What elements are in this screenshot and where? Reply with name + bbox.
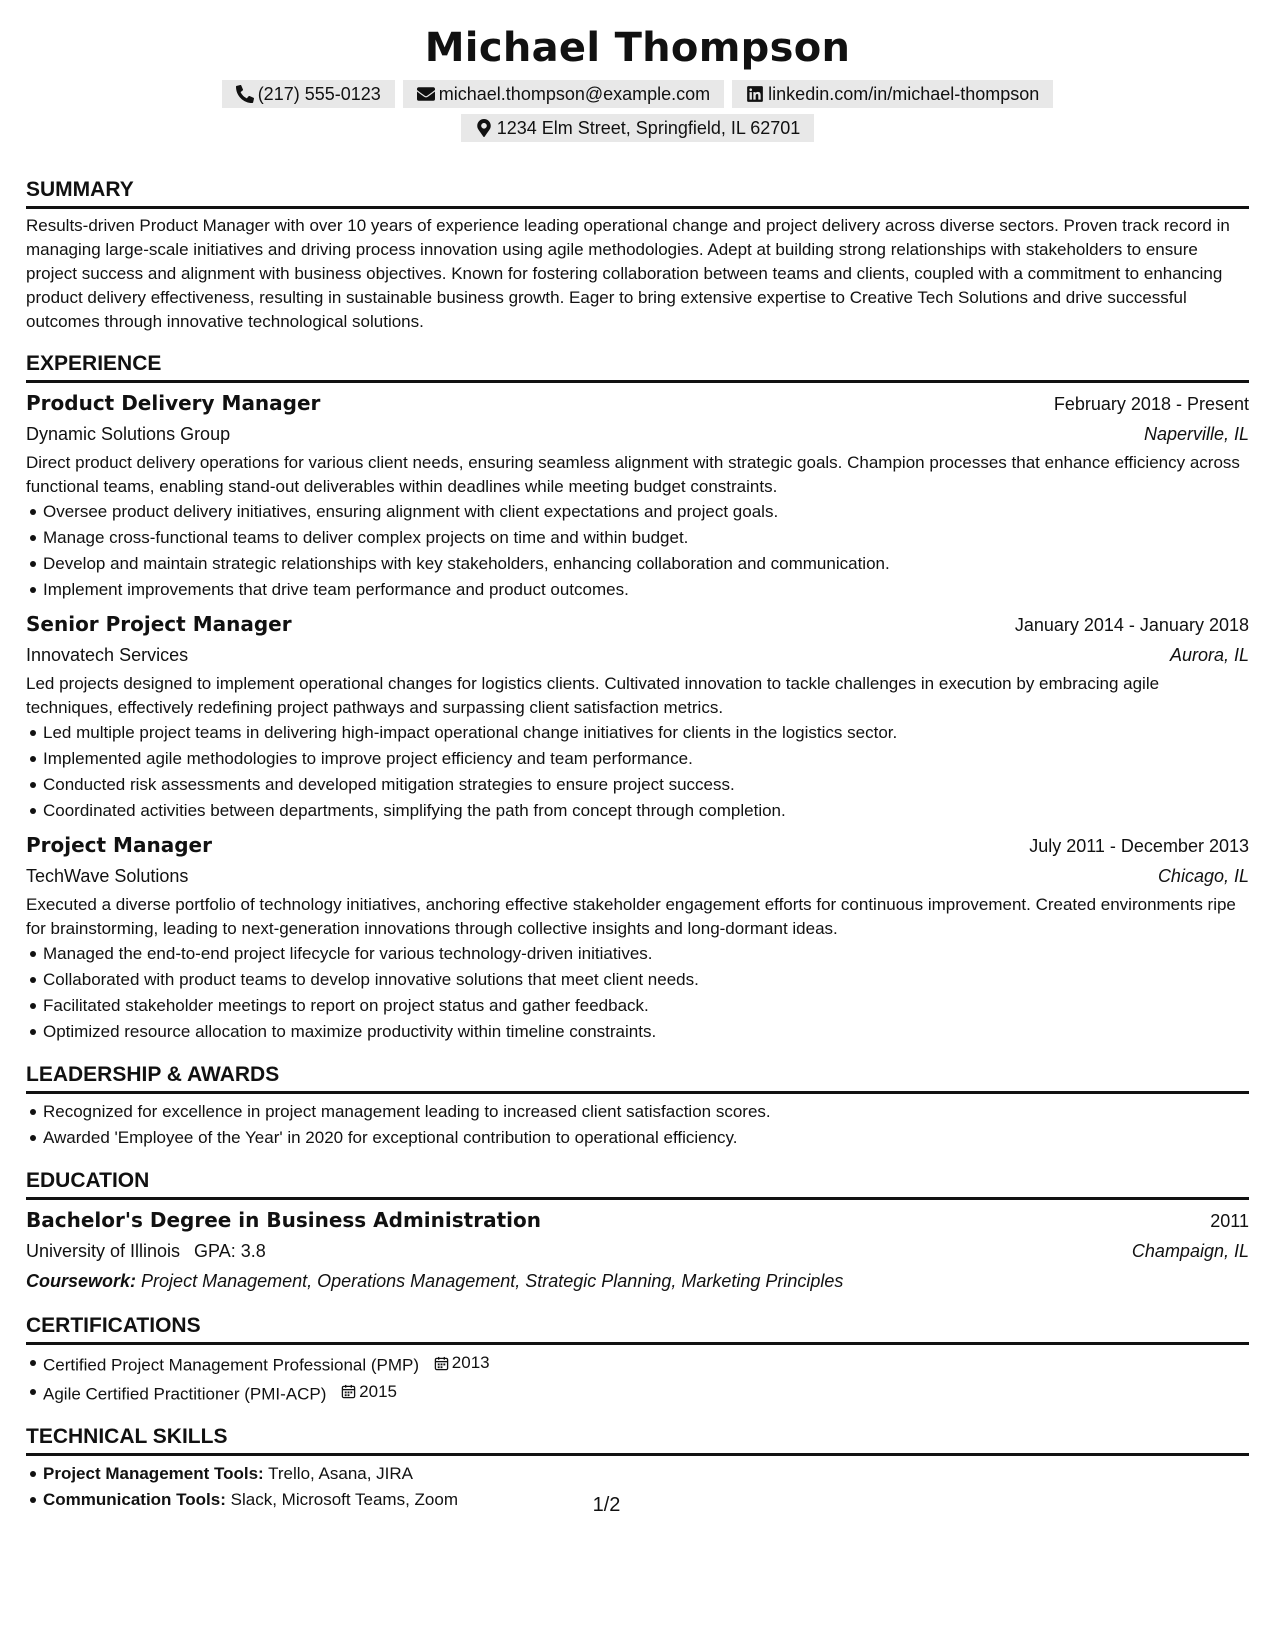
skill-value: Trello, Asana, JIRA [268,1464,414,1483]
calendar-icon [341,1384,356,1399]
job-bullets [26,499,1249,603]
certifications-section [26,1312,1249,1407]
list-item [26,1379,1249,1408]
job-bullets [26,941,1249,1045]
skill-label: Project Management Tools: [43,1464,264,1483]
job-dates: February 2018 - Present [1053,394,1249,414]
email-contact[interactable] [403,80,724,108]
cert-year: 2013 [451,1353,490,1372]
summary-section [26,176,1249,334]
list-item: Awarded 'Employee of the Year' in 2020 for exceptional contribution to operational efficiency. [26,1125,1249,1151]
gpa: GPA: 3.8 [194,1241,266,1261]
skill-label: Communication Tools: [43,1490,226,1509]
list-item: Recognized for excellence in project management leading to increased client satisfaction scores. [26,1099,1249,1125]
cert-year-group [434,1350,490,1376]
cert-name: Certified Project Management Professional (PMP) [43,1355,420,1375]
contact-row-primary [26,80,1249,108]
list-item: Coordinated activities between departments, simplifying the path from concept through completion. [26,798,1249,824]
job-title: Senior Project Manager [26,612,292,636]
job-title: Product Delivery Manager [26,391,321,415]
summary-text: Results-driven Product Manager with over 10 years of experience leading operational change and project delivery across diverse sectors. Proven track record in managing large-scale initiatives and driving process innovation using agile methodologies. Adept at building strong relationships with stakeholders to ensure project success and alignment with business objectives. Known for fostering collaboration between teams and clients, coupled with a commitment to enhancing product delivery effectiveness, resulting in sustainable business growth. Eager to bring extensive expertise to Creative Tech Solutions and drive successful outcomes through innovative technological solutions. [26,216,1230,331]
list-item: Implement improvements that drive team performance and product outcomes. [26,577,1249,603]
resume-page [26,20,1249,1513]
job-dates: July 2011 - December 2013 [1029,836,1249,856]
coursework-label: Coursework: [26,1271,137,1291]
list-item: Collaborated with product teams to develop innovative solutions that meet client needs. [26,967,1249,993]
job-company: TechWave Solutions [26,866,189,886]
education-heading: EDUCATION [26,1167,1249,1200]
candidate-name: Michael Thompson [424,25,851,71]
job-company: Innovatech Services [26,645,189,665]
cert-year-group [341,1379,397,1405]
cert-year: 2015 [359,1381,397,1401]
school-name: University of Illinois [26,1241,181,1261]
job-entry [26,388,1249,603]
list-item: Managed the end-to-end project lifecycle for various technology-driven initiatives. [26,941,1249,967]
leadership-heading: LEADERSHIP & AWARDS [26,1061,1249,1094]
coursework-line [26,1266,1249,1296]
list-item [26,1461,1249,1487]
job-description: Led projects designed to implement operational changes for logistics clients. Cultivated innovation to tackle challenges in execution by embracing agile techniques, effectively redefining project pathways and surpassing client satisfaction metrics. [26,674,1160,717]
phone-icon [236,85,254,103]
job-company: Dynamic Solutions Group [26,424,231,444]
envelope-icon [417,85,435,103]
certifications-heading: CERTIFICATIONS [26,1312,1249,1345]
map-marker-icon [475,119,493,137]
calendar-icon [434,1356,449,1371]
experience-heading: EXPERIENCE [26,350,1249,383]
certifications-list [26,1350,1249,1407]
job-dates: January 2014 - January 2018 [1014,615,1249,635]
education-section [26,1167,1249,1296]
coursework-text: Project Management, Operations Management, Strategic Planning, Marketing Principles [141,1271,844,1291]
address-text: 1234 Elm Street, Springfield, IL 62701 [496,117,801,138]
job-location: Aurora, IL [1169,645,1249,665]
phone-text: (217) 555-0123 [257,83,381,104]
list-item: Manage cross-functional teams to deliver complex projects on time and within budget. [26,525,1249,551]
list-item: Implemented agile methodologies to improve project efficiency and team performance. [26,746,1249,772]
address-contact [461,114,815,142]
list-item: Develop and maintain strategic relationships with key stakeholders, enhancing collaboration and communication. [26,551,1249,577]
summary-heading: SUMMARY [26,176,1249,209]
list-item [26,1350,1249,1379]
job-title: Project Manager [26,833,212,857]
school-line [26,1236,266,1266]
skill-value: Slack, Microsoft Teams, Zoom [230,1490,458,1509]
leadership-list [26,1099,1249,1151]
resume-header [26,20,1249,142]
skills-heading: TECHNICAL SKILLS [26,1423,1249,1456]
job-bullets [26,720,1249,824]
list-item: Optimized resource allocation to maximize productivity within timeline constraints. [26,1019,1249,1045]
cert-name: Agile Certified Practitioner (PMI-ACP) [43,1384,327,1403]
phone-contact[interactable] [222,80,395,108]
linkedin-icon [746,85,764,103]
experience-section [26,350,1249,1045]
leadership-section [26,1061,1249,1151]
job-description: Direct product delivery operations for various client needs, ensuring seamless alignment with strategic goals. Champion processes that enhance efficiency across functional teams, enabling stand-out deliverables within deadlines while meeting budget constraints. [26,453,1240,496]
linkedin-contact[interactable] [732,80,1053,108]
graduation-year: 2011 [1210,1211,1249,1231]
job-location: Chicago, IL [1157,866,1249,886]
list-item: Led multiple project teams in delivering high-impact operational change initiatives for clients in the logistics sector. [26,720,1249,746]
contact-row-secondary [26,114,1249,142]
list-item: Conducted risk assessments and developed mitigation strategies to ensure project success. [26,772,1249,798]
job-entry [26,609,1249,824]
list-item: Oversee product delivery initiatives, ensuring alignment with client expectations and project goals. [26,499,1249,525]
email-text: michael.thompson@example.com [438,83,711,104]
list-item: Facilitated stakeholder meetings to report on project status and gather feedback. [26,993,1249,1019]
job-location: Naperville, IL [1143,424,1249,444]
job-description: Executed a diverse portfolio of technology initiatives, anchoring effective stakeholder engagement efforts for continuous improvement. Created environments ripe for brainstorming, leading to next-generation innovations through collective insights and long-dormant ideas. [26,895,1236,938]
degree-title: Bachelor's Degree in Business Administration [26,1208,541,1232]
linkedin-text: linkedin.com/in/michael-thompson [768,83,1040,104]
job-entry [26,830,1249,1045]
page-number: 1/2 [592,1494,621,1516]
school-location: Champaign, IL [1131,1241,1249,1261]
